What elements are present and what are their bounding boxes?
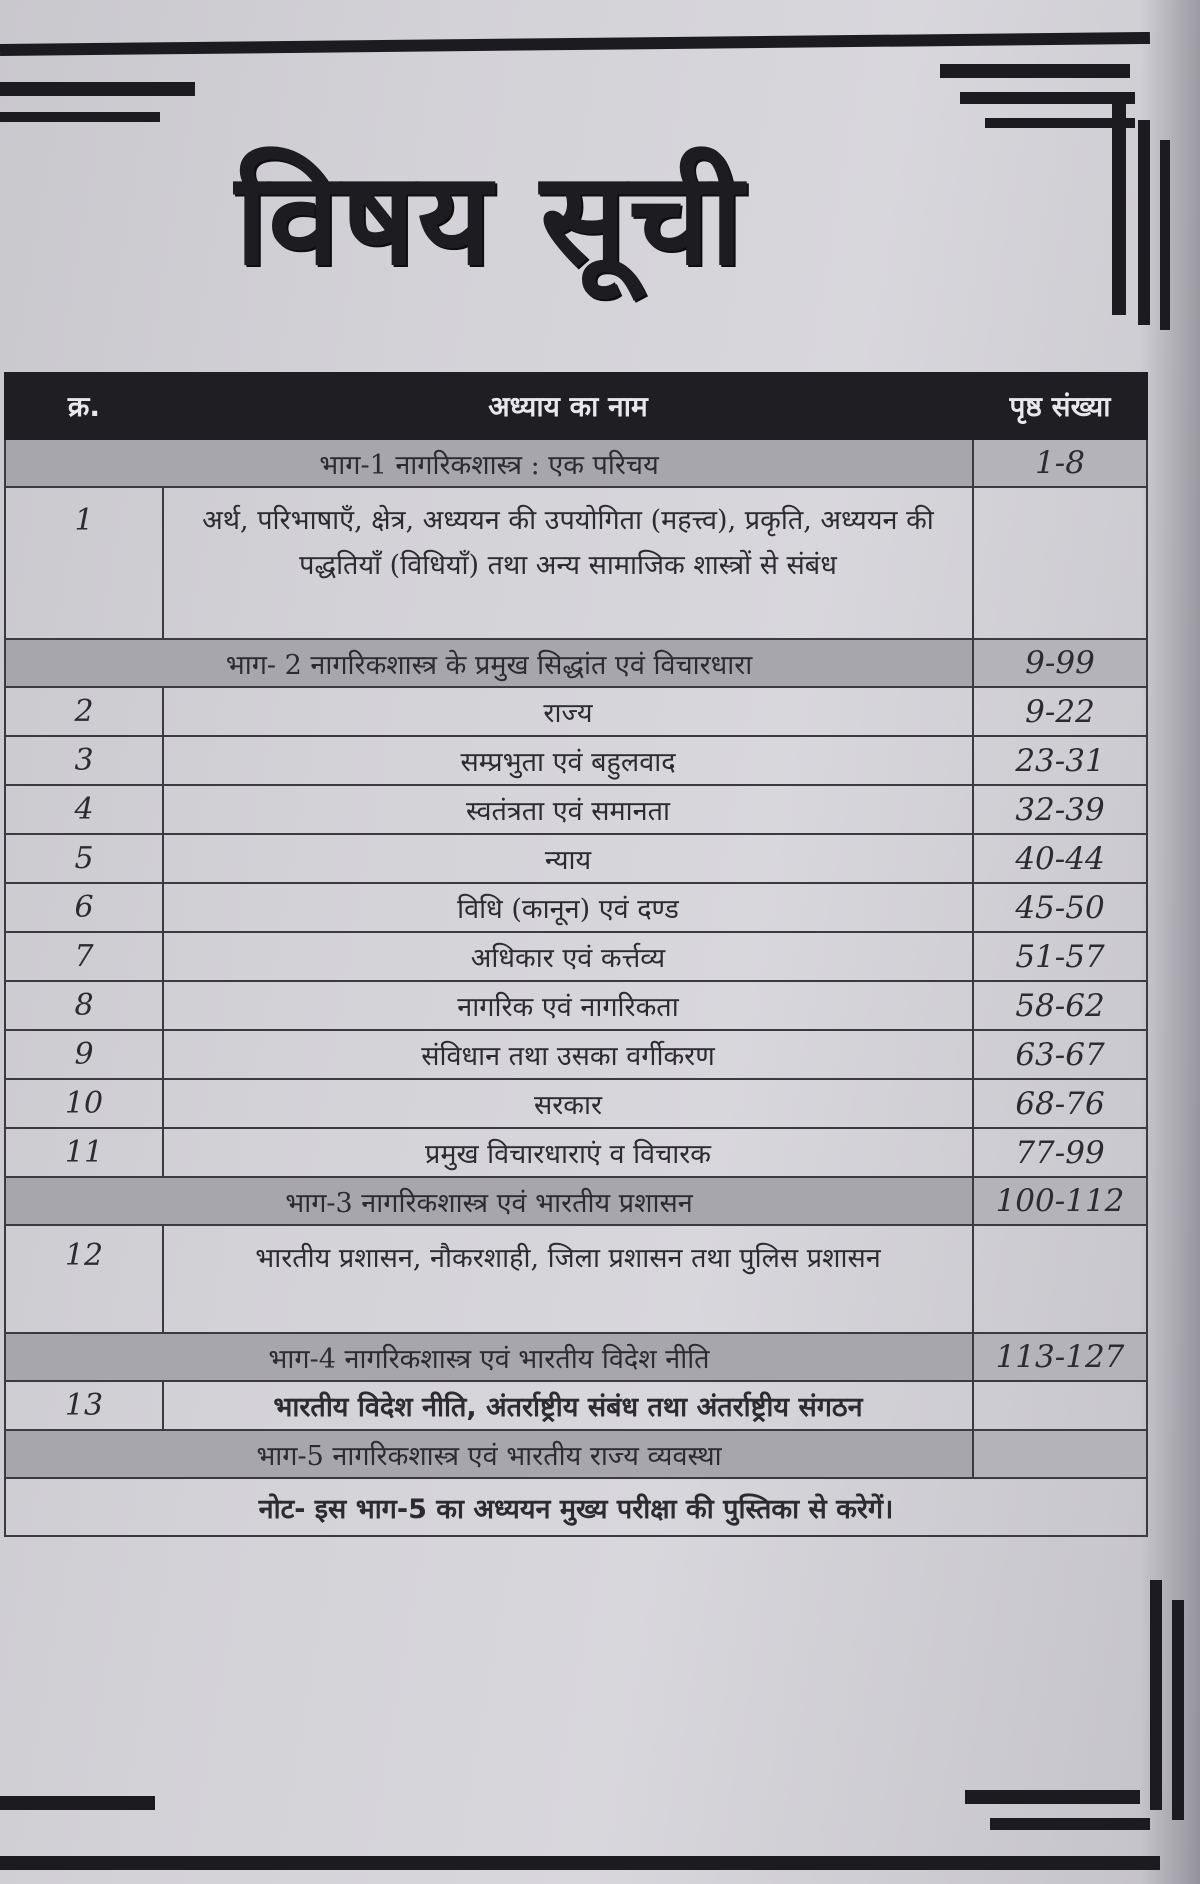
row-pages: 51-57	[973, 932, 1147, 981]
row-pages: 9-22	[973, 687, 1147, 736]
part-3-label: भाग-3 नागरिकशास्त्र एवं भारतीय प्रशासन	[5, 1177, 973, 1225]
row-serial: 8	[5, 981, 163, 1030]
table-row	[5, 1079, 1147, 1128]
top-left-stripe-2	[0, 112, 160, 122]
row-pages: 32-39	[973, 785, 1147, 834]
row-chapter: अर्थ, परिभाषाएँ, क्षेत्र, अध्ययन की उपयोगिता (महत्त्व), प्रकृति, अध्ययन की पद्धतियाँ (विधियाँ) तथा अन्य सामाजिक शास्त्रों से संबंध	[163, 487, 973, 639]
row-serial: 10	[5, 1079, 163, 1128]
right-vertical-bar-3	[1160, 140, 1170, 330]
table-header-row	[5, 373, 1147, 439]
table-row	[5, 687, 1147, 736]
row-chapter: नागरिक एवं नागरिकता	[163, 981, 973, 1030]
row-pages: 63-67	[973, 1030, 1147, 1079]
bottom-right-stripe-2	[990, 1818, 1150, 1830]
row-pages: 23-31	[973, 736, 1147, 785]
part-5-row	[5, 1430, 1147, 1478]
row-serial: 12	[5, 1225, 163, 1333]
row-chapter: प्रमुख विचारधाराएं व विचारक	[163, 1128, 973, 1177]
table-row	[5, 1030, 1147, 1079]
row-pages: 68-76	[973, 1079, 1147, 1128]
row-serial: 11	[5, 1128, 163, 1177]
part-4-label: भाग-4 नागरिकशास्त्र एवं भारतीय विदेश नीति	[5, 1333, 973, 1381]
row-chapter: भारतीय प्रशासन, नौकरशाही, जिला प्रशासन तथा पुलिस प्रशासन	[163, 1225, 973, 1333]
row-pages	[973, 487, 1147, 639]
part-4-row	[5, 1333, 1147, 1381]
row-chapter: सरकार	[163, 1079, 973, 1128]
top-right-stripe-1	[940, 64, 1130, 78]
part-2-row	[5, 639, 1147, 687]
part-1-label: भाग-1 नागरिकशास्त्र : एक परिचय	[5, 439, 973, 487]
row-chapter: राज्य	[163, 687, 973, 736]
bottom-right-vertical-bar-1	[1150, 1580, 1162, 1810]
right-vertical-bar-1	[1112, 100, 1126, 315]
row-serial: 3	[5, 736, 163, 785]
contents-table	[4, 372, 1148, 1537]
row-pages: 40-44	[973, 834, 1147, 883]
row-pages	[973, 1381, 1147, 1430]
row-serial: 7	[5, 932, 163, 981]
part-5-label: भाग-5 नागरिकशास्त्र एवं भारतीय राज्य व्यवस्था	[5, 1430, 973, 1478]
part-5-pages	[973, 1430, 1147, 1478]
table-row	[5, 1381, 1147, 1430]
bottom-right-vertical-bar-2	[1172, 1600, 1184, 1820]
page-title: विषय सूची	[235, 145, 746, 294]
row-serial: 5	[5, 834, 163, 883]
table-row	[5, 785, 1147, 834]
table-row	[5, 834, 1147, 883]
row-chapter: सम्प्रभुता एवं बहुलवाद	[163, 736, 973, 785]
top-border-line	[0, 32, 1150, 56]
table-row	[5, 1225, 1147, 1333]
table-row	[5, 932, 1147, 981]
row-serial: 13	[5, 1381, 163, 1430]
bottom-left-stripe	[0, 1796, 155, 1810]
row-serial: 6	[5, 883, 163, 932]
row-chapter: न्याय	[163, 834, 973, 883]
table-row	[5, 981, 1147, 1030]
table-row	[5, 883, 1147, 932]
bottom-border-line	[0, 1856, 1160, 1870]
row-serial: 1	[5, 487, 163, 639]
row-serial: 9	[5, 1030, 163, 1079]
table-row	[5, 487, 1147, 639]
part-4-pages: 113-127	[973, 1333, 1147, 1381]
note-row	[5, 1478, 1147, 1536]
row-pages: 45-50	[973, 883, 1147, 932]
row-pages: 58-62	[973, 981, 1147, 1030]
header-page-numbers: पृष्ठ संख्या	[973, 373, 1147, 439]
right-vertical-bar-2	[1138, 120, 1150, 325]
part-2-pages: 9-99	[973, 639, 1147, 687]
part-3-row	[5, 1177, 1147, 1225]
part-1-row	[5, 439, 1147, 487]
row-pages: 77-99	[973, 1128, 1147, 1177]
row-chapter: स्वतंत्रता एवं समानता	[163, 785, 973, 834]
note-text: नोट- इस भाग-5 का अध्ययन मुख्य परीक्षा की पुस्तिका से करेगें।	[5, 1478, 1147, 1536]
row-chapter: संविधान तथा उसका वर्गीकरण	[163, 1030, 973, 1079]
part-1-pages: 1-8	[973, 439, 1147, 487]
row-chapter: विधि (कानून) एवं दण्ड	[163, 883, 973, 932]
bottom-right-stripe-1	[965, 1790, 1140, 1804]
header-chapter-name: अध्याय का नाम	[163, 373, 973, 439]
table-row	[5, 1128, 1147, 1177]
row-serial: 2	[5, 687, 163, 736]
row-pages	[973, 1225, 1147, 1333]
header-serial-number: क्र.	[5, 373, 163, 439]
part-3-pages: 100-112	[973, 1177, 1147, 1225]
top-right-stripe-2	[960, 92, 1135, 104]
row-chapter: भारतीय विदेश नीति, अंतर्राष्ट्रीय संबंध तथा अंतर्राष्ट्रीय संगठन	[163, 1381, 973, 1430]
top-left-stripe-1	[0, 82, 195, 96]
table-row	[5, 736, 1147, 785]
row-serial: 4	[5, 785, 163, 834]
row-chapter: अधिकार एवं कर्त्तव्य	[163, 932, 973, 981]
part-2-label: भाग- 2 नागरिकशास्त्र के प्रमुख सिद्धांत एवं विचारधारा	[5, 639, 973, 687]
